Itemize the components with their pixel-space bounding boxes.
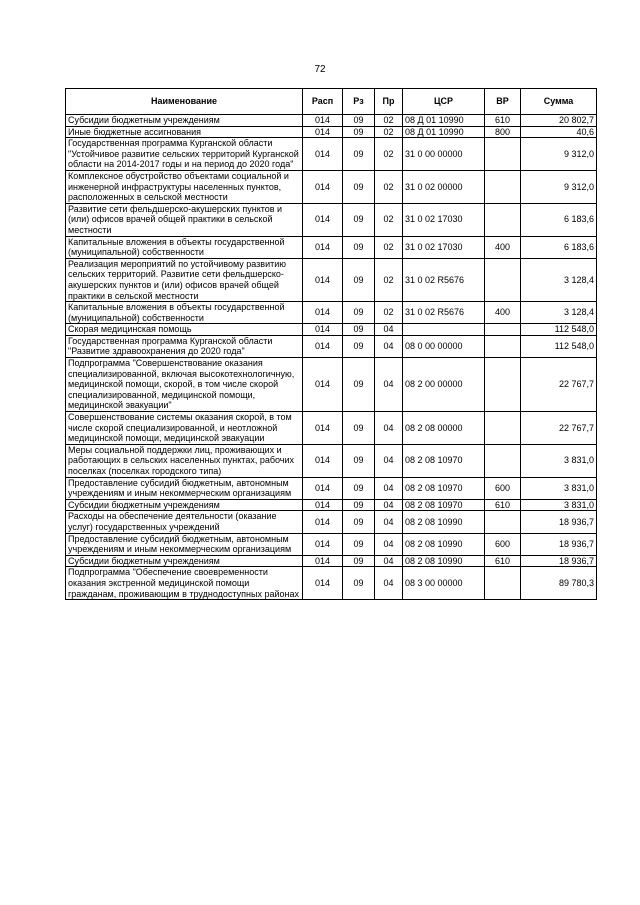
cell-sum: 40,6 [521, 126, 597, 138]
cell-rz: 09 [343, 302, 375, 324]
table-row [66, 477, 597, 499]
cell-name: Предоставление субсидий бюджетным, автономным учреждениям и иным некоммерческим организациям [66, 477, 303, 499]
cell-vr: 610 [485, 499, 521, 511]
table-row [66, 302, 597, 324]
cell-name: Комплексное обустройство объектами социальной и инженерной инфраструктуры населенных пунктов, расположенных в сельской местности [66, 170, 303, 203]
cell-pr: 04 [375, 412, 403, 445]
cell-sum: 6 183,6 [521, 236, 597, 258]
cell-pr: 04 [375, 444, 403, 477]
cell-csr: 08 Д 01 10990 [403, 115, 485, 127]
cell-csr: 08 2 08 10970 [403, 499, 485, 511]
cell-rasp: 014 [303, 236, 343, 258]
table-row [66, 567, 597, 600]
cell-rz: 09 [343, 358, 375, 412]
cell-rasp: 014 [303, 126, 343, 138]
cell-sum: 22 767,7 [521, 412, 597, 445]
header-pr: Пр [375, 89, 403, 115]
cell-pr: 04 [375, 358, 403, 412]
cell-csr: 08 3 00 00000 [403, 567, 485, 600]
cell-vr [485, 324, 521, 336]
cell-vr: 800 [485, 126, 521, 138]
cell-vr: 610 [485, 555, 521, 567]
cell-name: Государственная программа Курганской области "Развитие здравоохранения до 2020 года" [66, 335, 303, 357]
cell-rz: 09 [343, 511, 375, 533]
cell-rasp: 014 [303, 115, 343, 127]
cell-name: Подпрограмма "Обеспечение своевременности оказания экстренной медицинской помощи гражданам, проживающим в труднодоступных районах [66, 567, 303, 600]
cell-rz: 09 [343, 324, 375, 336]
cell-pr: 02 [375, 138, 403, 171]
table-row [66, 358, 597, 412]
cell-csr: 08 2 08 10990 [403, 533, 485, 555]
table-row [66, 335, 597, 357]
cell-vr: 600 [485, 477, 521, 499]
header-vr: ВР [485, 89, 521, 115]
table-row [66, 511, 597, 533]
cell-pr: 04 [375, 499, 403, 511]
cell-pr: 02 [375, 236, 403, 258]
cell-csr: 08 2 08 10970 [403, 444, 485, 477]
cell-rasp: 014 [303, 511, 343, 533]
cell-rasp: 014 [303, 477, 343, 499]
table-row [66, 115, 597, 127]
cell-csr: 31 0 02 R5676 [403, 302, 485, 324]
cell-csr: 08 2 08 00000 [403, 412, 485, 445]
cell-rasp: 014 [303, 555, 343, 567]
cell-pr: 02 [375, 258, 403, 301]
cell-vr [485, 170, 521, 203]
cell-csr: 08 2 08 10990 [403, 511, 485, 533]
cell-rz: 09 [343, 499, 375, 511]
header-rasp: Расп [303, 89, 343, 115]
cell-vr [485, 335, 521, 357]
cell-sum: 3 128,4 [521, 258, 597, 301]
cell-name: Государственная программа Курганской области "Устойчивое развитие сельских территорий Курганской области на 2014-2017 годы и на период до 2020 года" [66, 138, 303, 171]
cell-rz: 09 [343, 115, 375, 127]
cell-csr: 31 0 02 00000 [403, 170, 485, 203]
cell-rz: 09 [343, 555, 375, 567]
cell-vr [485, 358, 521, 412]
cell-rz: 09 [343, 203, 375, 236]
cell-sum: 3 831,0 [521, 444, 597, 477]
cell-csr: 08 Д 01 10990 [403, 126, 485, 138]
cell-vr [485, 258, 521, 301]
cell-pr: 04 [375, 324, 403, 336]
cell-pr: 04 [375, 511, 403, 533]
cell-name: Предоставление субсидий бюджетным, автономным учреждениям и иным некоммерческим организациям [66, 533, 303, 555]
cell-csr: 08 0 00 00000 [403, 335, 485, 357]
cell-rasp: 014 [303, 335, 343, 357]
cell-csr: 08 2 00 00000 [403, 358, 485, 412]
cell-pr: 04 [375, 335, 403, 357]
table-row [66, 203, 597, 236]
cell-rz: 09 [343, 138, 375, 171]
cell-pr: 02 [375, 126, 403, 138]
table-row [66, 444, 597, 477]
cell-rz: 09 [343, 412, 375, 445]
cell-name: Скорая медицинская помощь [66, 324, 303, 336]
cell-sum: 6 183,6 [521, 203, 597, 236]
cell-name: Реализация мероприятий по устойчивому развитию сельских территорий. Развитие сети фельдшерско-акушерских пунктов и (или) офисов врачей общей практики в сельской местности [66, 258, 303, 301]
cell-name: Меры социальной поддержки лиц, проживающих и работающих в сельских населенных пунктах, рабочих поселках (поселках городского типа) [66, 444, 303, 477]
cell-rz: 09 [343, 258, 375, 301]
cell-name: Субсидии бюджетным учреждениям [66, 499, 303, 511]
cell-sum: 3 831,0 [521, 499, 597, 511]
cell-name: Капитальные вложения в объекты государственной (муниципальной) собственности [66, 302, 303, 324]
header-csr: ЦСР [403, 89, 485, 115]
cell-sum: 112 548,0 [521, 335, 597, 357]
cell-rasp: 014 [303, 533, 343, 555]
cell-rasp: 014 [303, 358, 343, 412]
cell-rasp: 014 [303, 444, 343, 477]
cell-sum: 89 780,3 [521, 567, 597, 600]
cell-vr: 400 [485, 236, 521, 258]
cell-rasp: 014 [303, 567, 343, 600]
table-row [66, 533, 597, 555]
cell-sum: 9 312,0 [521, 138, 597, 171]
table-row [66, 138, 597, 171]
cell-rz: 09 [343, 444, 375, 477]
cell-rasp: 014 [303, 203, 343, 236]
cell-name: Подпрограмма "Совершенствование оказания специализированной, включая высокотехнологичную, медицинской помощи, скорой, в том числе скорой специализированной, медицинской помощи, медицинской эвакуации" [66, 358, 303, 412]
cell-csr: 08 2 08 10990 [403, 555, 485, 567]
budget-table [65, 88, 597, 600]
cell-rasp: 014 [303, 138, 343, 171]
cell-name: Совершенствование системы оказания скорой, в том числе скорой специализированной, и неотложной медицинской помощи, медицинской эвакуации [66, 412, 303, 445]
cell-name: Субсидии бюджетным учреждениям [66, 115, 303, 127]
header-sum: Сумма [521, 89, 597, 115]
cell-csr: 08 2 08 10970 [403, 477, 485, 499]
cell-csr: 31 0 02 17030 [403, 236, 485, 258]
cell-vr [485, 511, 521, 533]
table-row [66, 499, 597, 511]
cell-vr: 400 [485, 302, 521, 324]
page-number: 72 [314, 64, 326, 75]
cell-rasp: 014 [303, 499, 343, 511]
cell-name: Субсидии бюджетным учреждениям [66, 555, 303, 567]
table-row [66, 258, 597, 301]
cell-vr [485, 412, 521, 445]
cell-sum: 18 936,7 [521, 511, 597, 533]
cell-rasp: 014 [303, 324, 343, 336]
cell-csr: 31 0 00 00000 [403, 138, 485, 171]
cell-name: Капитальные вложения в объекты государственной (муниципальной) собственности [66, 236, 303, 258]
table-row [66, 412, 597, 445]
table-row [66, 170, 597, 203]
cell-sum: 3 128,4 [521, 302, 597, 324]
cell-rasp: 014 [303, 412, 343, 445]
table-row [66, 126, 597, 138]
header-name: Наименование [66, 89, 303, 115]
cell-vr [485, 203, 521, 236]
table-row [66, 555, 597, 567]
cell-csr: 31 0 02 17030 [403, 203, 485, 236]
table-row [66, 324, 597, 336]
cell-rasp: 014 [303, 258, 343, 301]
cell-rz: 09 [343, 126, 375, 138]
cell-pr: 04 [375, 567, 403, 600]
cell-sum: 22 767,7 [521, 358, 597, 412]
cell-sum: 112 548,0 [521, 324, 597, 336]
cell-name: Иные бюджетные ассигнования [66, 126, 303, 138]
cell-rz: 09 [343, 477, 375, 499]
cell-pr: 02 [375, 203, 403, 236]
cell-rz: 09 [343, 335, 375, 357]
cell-rasp: 014 [303, 302, 343, 324]
table-row [66, 236, 597, 258]
cell-pr: 02 [375, 302, 403, 324]
cell-pr: 02 [375, 115, 403, 127]
cell-sum: 9 312,0 [521, 170, 597, 203]
cell-rz: 09 [343, 533, 375, 555]
cell-vr: 600 [485, 533, 521, 555]
cell-vr [485, 567, 521, 600]
cell-vr [485, 444, 521, 477]
table-body [66, 115, 597, 600]
cell-sum: 18 936,7 [521, 555, 597, 567]
table-header-row [66, 89, 597, 115]
cell-rz: 09 [343, 236, 375, 258]
cell-rz: 09 [343, 567, 375, 600]
header-rz: Рз [343, 89, 375, 115]
cell-sum: 3 831,0 [521, 477, 597, 499]
cell-sum: 18 936,7 [521, 533, 597, 555]
cell-vr [485, 138, 521, 171]
cell-rz: 09 [343, 170, 375, 203]
cell-csr [403, 324, 485, 336]
cell-rasp: 014 [303, 170, 343, 203]
cell-pr: 04 [375, 477, 403, 499]
cell-pr: 04 [375, 533, 403, 555]
cell-pr: 02 [375, 170, 403, 203]
cell-sum: 20 802,7 [521, 115, 597, 127]
cell-name: Расходы на обеспечение деятельности (оказание услуг) государственных учреждений [66, 511, 303, 533]
cell-pr: 04 [375, 555, 403, 567]
cell-vr: 610 [485, 115, 521, 127]
cell-csr: 31 0 02 R5676 [403, 258, 485, 301]
cell-name: Развитие сети фельдшерско-акушерских пунктов и (или) офисов врачей общей практики в сельской местности [66, 203, 303, 236]
